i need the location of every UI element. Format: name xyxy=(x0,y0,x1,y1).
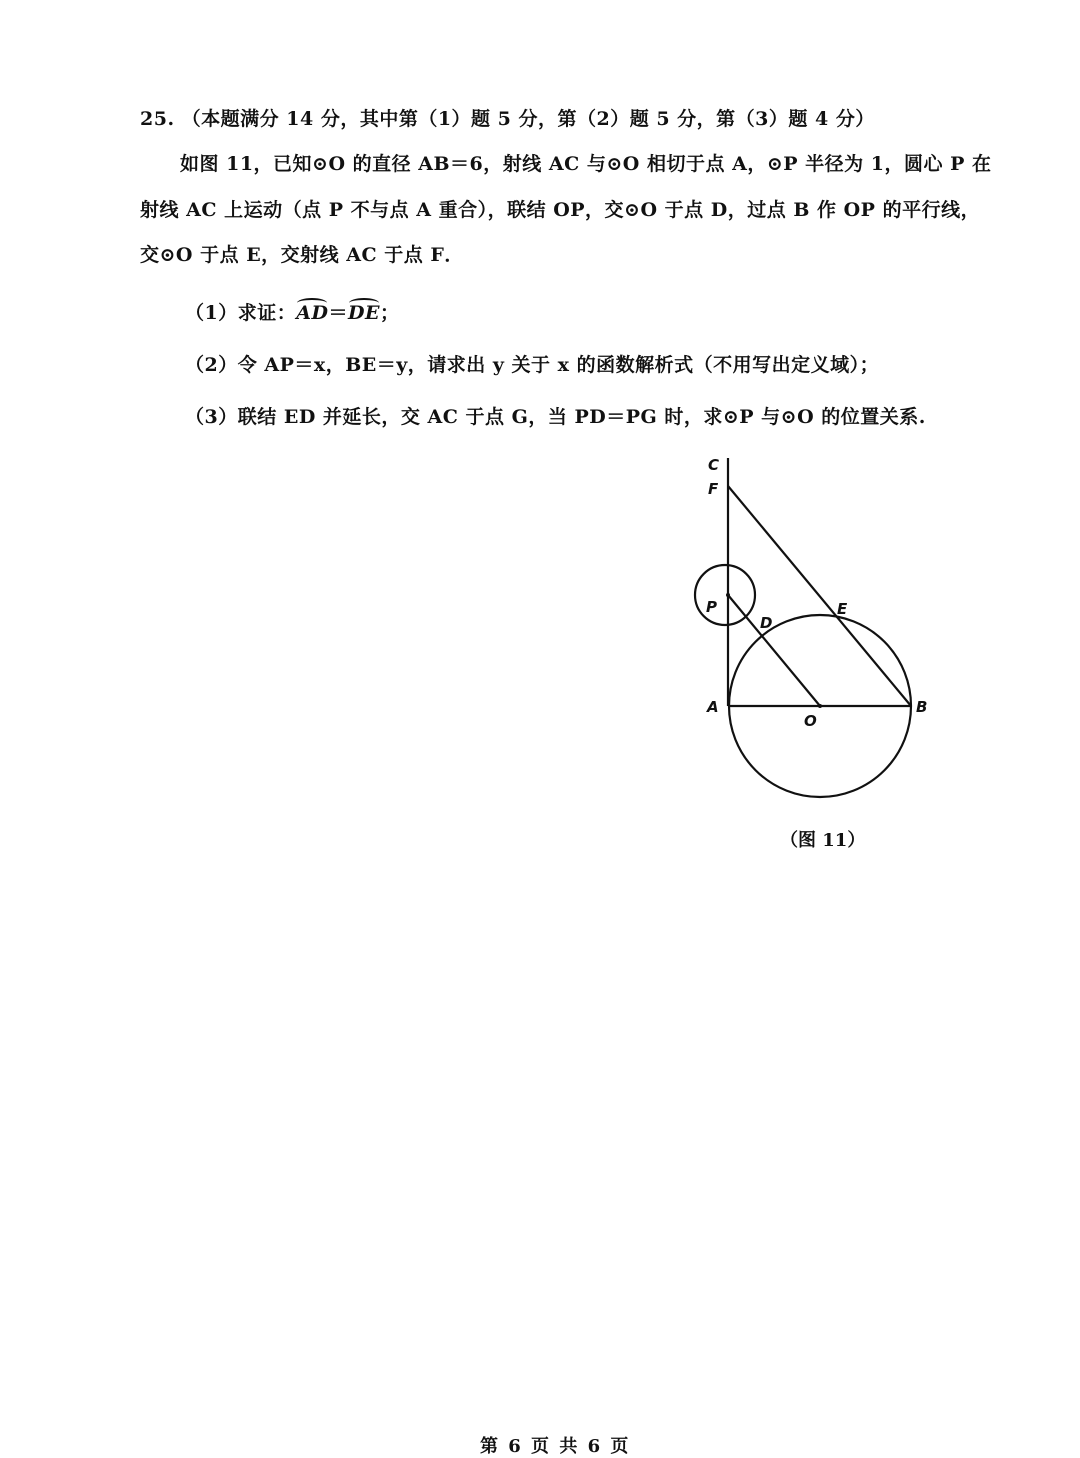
arc-de: DE xyxy=(347,302,380,324)
figure-caption: （图 11） xyxy=(780,830,866,851)
question-header: 25. （本题满分 14 分，其中第（1）题 5 分，第（2）题 5 分，第（3）题 4 分） xyxy=(140,108,875,130)
geometry-figure xyxy=(680,450,950,810)
label-o: O xyxy=(804,712,817,730)
label-p: P xyxy=(706,598,717,616)
geometry-svg xyxy=(680,450,950,810)
point-o xyxy=(818,704,822,708)
question-text-line-2: 射线 AC 上运动（点 P 不与点 A 重合），联结 OP，交⊙O 于点 D，过点 B 作 OP 的平行线， xyxy=(140,199,981,221)
subquestion-1 xyxy=(185,298,399,325)
subquestion-1-suffix: ； xyxy=(379,302,400,324)
page-footer: 第 6 页 共 6 页 xyxy=(480,1436,631,1457)
label-b: B xyxy=(916,698,928,716)
subquestion-1-prefix: （1）求证： xyxy=(185,302,297,324)
subquestion-1-equals: ＝ xyxy=(328,302,348,324)
label-d: D xyxy=(760,614,773,632)
label-c: C xyxy=(708,456,720,474)
question-text-line-1: 如图 11，已知⊙O 的直径 AB＝6，射线 AC 与⊙O 相切于点 A，⊙P 半径为 1，圆心 P 在 xyxy=(180,153,992,175)
segment-op xyxy=(728,595,820,706)
point-p xyxy=(726,593,730,597)
arc-ad: AD xyxy=(296,302,329,324)
subquestion-2: （2）令 AP＝x，BE＝y，请求出 y 关于 x 的函数解析式（不用写出定义域）； xyxy=(185,354,880,376)
question-text-line-3: 交⊙O 于点 E，交射线 AC 于点 F． xyxy=(140,244,464,266)
label-e: E xyxy=(837,600,848,618)
label-f: F xyxy=(708,480,719,498)
label-a: A xyxy=(707,698,719,716)
subquestion-3: （3）联结 ED 并延长，交 AC 于点 G，当 PD＝PG 时，求⊙P 与⊙O 的位置关系. xyxy=(185,406,926,428)
